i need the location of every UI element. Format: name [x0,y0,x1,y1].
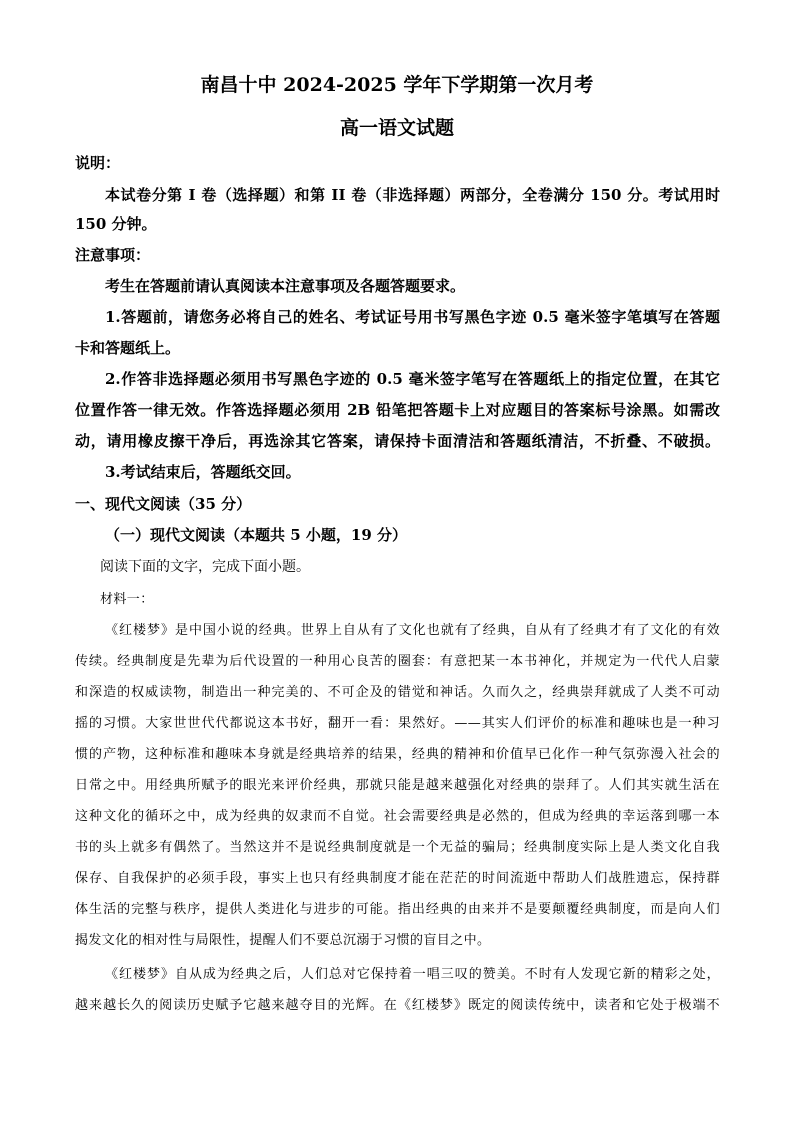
instructions-text-line: 150 分钟。 [75,215,157,233]
passage-line: 体生活的完整与秩序，提供人类进化与进步的可能。指出经典的由来并不是要颠覆经典制度，而是向人们 [75,902,720,917]
material-label: 材料一： [100,592,154,607]
passage-line: 《红楼梦》是中国小说的经典。世界上自从有了文化也就有了经典，自从有了经典才有了文化的有效 [105,623,720,638]
notes-item-3: 3.考试结束后，答题纸交回。 [105,463,301,481]
exam-title: 南昌十中 2024-2025 学年下学期第一次月考 [200,74,594,96]
notes-item-2: 动，请用橡皮擦干净后，再选涂其它答案，请保持卡面清洁和答题纸清洁，不折叠、不破损。 [75,432,720,450]
notes-item-2: 位置作答一律无效。作答选择题必须用 2B 铅笔把答题卡上对应题目的答案标号涂黑。如需改 [75,401,720,419]
instructions-text-line: 本试卷分第 I 卷（选择题）和第 II 卷（非选择题）两部分，全卷满分 150 分。考试用时 [105,186,720,204]
passage-line: 惯的产物，这种标准和趣味本身就是经典培养的结果，经典的精神和价值早已化作一种气氛弥漫入社会的 [75,747,720,762]
passage-line: 越来越长久的阅读历史赋予它越来越夺目的光辉。在《红楼梦》既定的阅读传统中，读者和它处于极端不 [75,998,720,1013]
passage-line: 日常之中。用经典所赋予的眼光来评价经典，那就只能是越来越强化对经典的崇拜了。人们其实就生活在 [75,778,720,793]
instructions-label: 说明： [75,154,121,172]
passage-line: 摇的习惯。大家世世代代都说这本书好，翻开一看：果然好。——其实人们评价的标准和趣味也是一种习 [75,716,720,731]
passage-line: 揭发文化的相对性与局限性，提醒人们不要总沉溺于习惯的盲目之中。 [75,933,491,948]
notes-item-1: 1.答题前，请您务必将自己的姓名、考试证号用书写黑色字迹 0.5 毫米签字笔填写在答题 [105,308,720,326]
exam-subtitle: 高一语文试题 [339,117,454,139]
reading-prompt: 阅读下面的文字，完成下面小题。 [100,559,310,575]
section-sub-heading: （一）现代文阅读（本题共 5 小题，19 分） [105,526,407,544]
passage-line: 传续。经典制度是先辈为后代设置的一种用心良苦的圈套：有意把某一本书神化，并规定为一代代人启蒙 [75,654,720,669]
notes-item-1: 卡和答题纸上。 [75,339,181,357]
passage-line: 《红楼梦》自从成为经典之后，人们总对它保持着一唱三叹的赞美。不时有人发现它新的精彩之处， [105,967,720,982]
notes-intro: 考生在答题前请认真阅读本注意事项及各题答题要求。 [105,277,466,295]
notes-label: 注意事项： [75,246,151,264]
passage-line: 保存、自我保护的必须手段，事实上也只有经典制度才能在茫茫的时间流逝中帮助人们战胜遗忘，保持群 [75,871,720,886]
notes-item-2: 2.作答非选择题必须用书写黑色字迹的 0.5 毫米签字笔写在答题纸上的指定位置，在其它 [105,370,720,388]
passage-line: 书的头上就多有偶然了。当然这并不是说经典制度就是一个无益的骗局；经典制度实际上是人类文化自我 [75,840,720,855]
section-heading: 一、现代文阅读（35 分） [75,495,252,513]
passage-line: 和深造的权威读物，制造出一种完美的、不可企及的错觉和神话。久而久之，经典崇拜就成了人类不可动 [75,685,720,700]
passage-line: 这种文化的循环之中，成为经典的奴隶而不自觉。社会需要经典是必然的，但成为经典的幸运落到哪一本 [75,809,720,824]
